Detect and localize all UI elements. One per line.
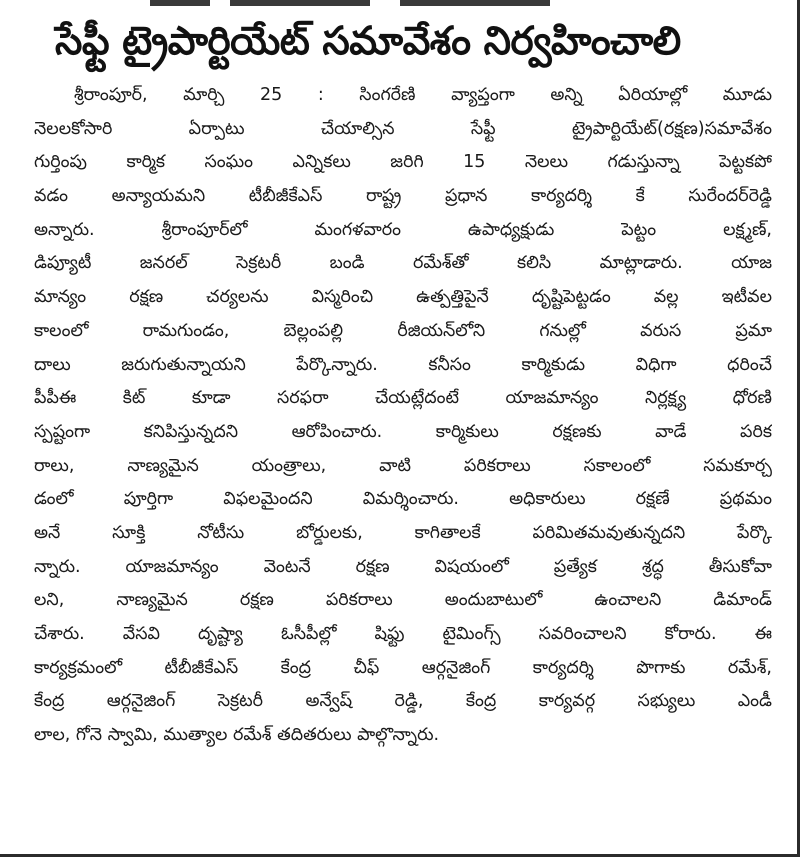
- article-line: నెలలకోసారి ఏర్పాటు చేయాల్సిన సేఫ్టీ ట్రైపార్టియేట్(రక్షణ)సమావేశం: [34, 118, 772, 139]
- article-line: కాలంలో రామగుండం, బెల్లంపల్లి రీజియన్‌లోని గనుల్లో వరుస ప్రమా: [34, 320, 772, 341]
- article-line: పీపీఈ కిట్ కూడా సరఫరా చేయట్లేదంటే యాజమాన్యం నిర్లక్ష్య ధోరణి: [34, 388, 772, 409]
- article-line: అన్నారు. శ్రీరాంపూర్‌లో మంగళవారం ఉపాధ్యక్షుడు పెట్టం లక్ష్మణ్,: [34, 219, 772, 240]
- article-line: లని, నాణ్యమైన రక్షణ పరికరాలు అందుబాటులో ఉంచాలని డిమాండ్: [34, 590, 772, 611]
- cut-off-fragment: [150, 0, 210, 6]
- article-line: దాలు జరుగుతున్నాయని పేర్కొన్నారు. కనీసం కార్మికుడు విధిగా ధరించే: [34, 354, 772, 375]
- article-line: డంలో పూర్తిగా విఫలమైందని విమర్శించారు. అధికారులు రక్షణే ప్రథమం: [34, 489, 772, 510]
- article-line: గుర్తింపు కార్మిక సంఘం ఎన్నికలు జరిగి 15 నెలలు గడుస్తున్నా పెట్టకపో: [34, 152, 772, 173]
- article-line: స్పష్టంగా కనిపిస్తున్నదని ఆరోపించారు. కార్మికులు రక్షణకు వాడే పరిక: [34, 421, 772, 442]
- cut-off-fragment: [230, 0, 370, 6]
- article-line: మాన్యం రక్షణ చర్యలను విస్మరించి ఉత్పత్తిపైనే దృష్టిపెట్టడం వల్ల ఇటీవల: [34, 287, 772, 308]
- article-line: లాల, గోనె స్వామి, ముత్యాల రమేశ్ తదితరులు పాల్గొన్నారు.: [34, 725, 440, 746]
- article-line: వడం అన్యాయమని టీబీజీకేఎస్ రాష్ట్ర ప్రధాన కార్యదర్శి కే సురేందర్‌రెడ్డి: [34, 186, 772, 207]
- article-line: రాలు, నాణ్యమైన యంత్రాలు, వాటి పరికరాలు సకాలంలో సమకూర్చ: [34, 455, 772, 476]
- article-line: చేశారు. వేసవి దృష్ట్యా ఓసీపీల్లో షిఫ్టు టైమింగ్స్ సవరించాలని కోరారు. ఈ: [34, 624, 772, 644]
- article-line: కేంద్ర ఆర్గనైజింగ్ సెక్రటరీ అన్వేష్ రెడ్డి, కేంద్ర కార్యవర్గ సభ్యులు ఎండీ: [34, 691, 772, 712]
- cut-off-fragment: [400, 0, 550, 6]
- article-headline: సేఫ్టీ ట్రైపార్టియేట్ సమావేశం నిర్వహించాలి: [55, 19, 681, 64]
- article-line: శ్రీరాంపూర్, మార్చి 25 : సింగరేణి వ్యాప్తంగా అన్ని ఏరియాల్లో మూడు: [74, 85, 772, 105]
- article-line: డిప్యూటీ జనరల్ సెక్రటరీ బండి రమేశ్‌తో కలిసి మాట్లాడారు. యాజ: [34, 253, 772, 274]
- article-line: న్నారు. యాజమాన్యం వెంటనే రక్షణ విషయంలో ప్రత్యేక శ్రద్ధ తీసుకోవా: [34, 556, 772, 577]
- article-line: అనే సూక్తి నోటీసు బోర్డులకు, కాగితాలకే పరిమితమవుతున్నదని పేర్కొ: [34, 522, 772, 543]
- article-body: [34, 79, 772, 839]
- cut-off-previous-text: [0, 0, 800, 8]
- article-line: కార్యక్రమంలో టీబీజీకేఎస్ కేంద్ర చీఫ్ ఆర్గనైజింగ్ కార్యదర్శి పొగాకు రమేశ్,: [34, 657, 772, 678]
